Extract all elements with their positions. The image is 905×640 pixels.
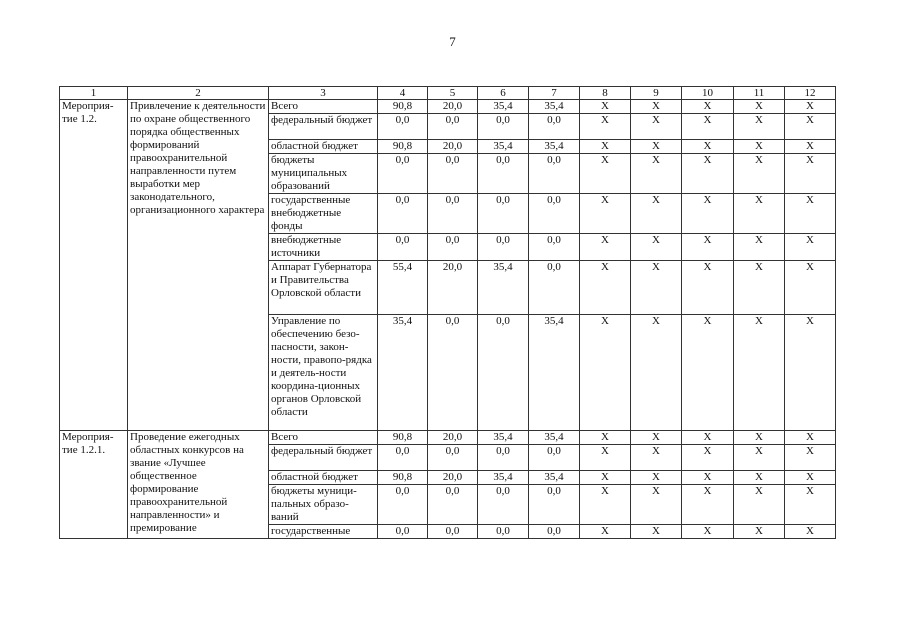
funding-source: областной бюджет bbox=[269, 471, 378, 485]
x-mark-cell: X bbox=[631, 154, 682, 194]
x-mark-cell: X bbox=[631, 315, 682, 431]
x-mark-cell: X bbox=[631, 525, 682, 539]
funding-source: бюджеты муниципальных образований bbox=[269, 154, 378, 194]
x-mark-cell: X bbox=[631, 114, 682, 140]
table-row bbox=[60, 100, 836, 114]
amount-cell: 0,0 bbox=[428, 194, 478, 234]
x-mark-cell: X bbox=[631, 261, 682, 315]
x-mark-cell: X bbox=[734, 154, 785, 194]
x-mark-cell: X bbox=[734, 315, 785, 431]
amount-cell: 20,0 bbox=[428, 431, 478, 445]
x-mark-cell: X bbox=[734, 261, 785, 315]
amount-cell: 55,4 bbox=[378, 261, 428, 315]
column-header-7: 7 bbox=[529, 87, 580, 100]
measure-title: Привлечение к деятельности по охране общественного порядка общественных формирований правоохранительной направленности путем выработки мер законодательного, организационного характера bbox=[128, 100, 269, 431]
amount-cell: 0,0 bbox=[428, 315, 478, 431]
x-mark-cell: X bbox=[631, 431, 682, 445]
x-mark-cell: X bbox=[682, 154, 734, 194]
amount-cell: 0,0 bbox=[478, 234, 529, 261]
amount-cell: 0,0 bbox=[478, 525, 529, 539]
x-mark-cell: X bbox=[631, 445, 682, 471]
page-number: 7 bbox=[449, 34, 456, 49]
x-mark-cell: X bbox=[580, 445, 631, 471]
x-mark-cell: X bbox=[580, 154, 631, 194]
x-mark-cell: X bbox=[682, 114, 734, 140]
x-mark-cell: X bbox=[785, 114, 836, 140]
x-mark-cell: X bbox=[785, 234, 836, 261]
column-header-9: 9 bbox=[631, 87, 682, 100]
amount-cell: 35,4 bbox=[529, 100, 580, 114]
x-mark-cell: X bbox=[734, 525, 785, 539]
x-mark-cell: X bbox=[785, 525, 836, 539]
x-mark-cell: X bbox=[785, 261, 836, 315]
amount-cell: 35,4 bbox=[529, 315, 580, 431]
x-mark-cell: X bbox=[734, 485, 785, 525]
x-mark-cell: X bbox=[682, 485, 734, 525]
amount-cell: 35,4 bbox=[478, 261, 529, 315]
funding-source: федеральный бюджет bbox=[269, 445, 378, 471]
x-mark-cell: X bbox=[580, 100, 631, 114]
x-mark-cell: X bbox=[580, 140, 631, 154]
amount-cell: 0,0 bbox=[378, 445, 428, 471]
amount-cell: 35,4 bbox=[529, 471, 580, 485]
x-mark-cell: X bbox=[631, 471, 682, 485]
amount-cell: 0,0 bbox=[529, 261, 580, 315]
header-row bbox=[60, 87, 836, 100]
amount-cell: 0,0 bbox=[428, 485, 478, 525]
column-header-12: 12 bbox=[785, 87, 836, 100]
x-mark-cell: X bbox=[682, 194, 734, 234]
amount-cell: 0,0 bbox=[529, 234, 580, 261]
column-header-2: 2 bbox=[128, 87, 269, 100]
column-header-6: 6 bbox=[478, 87, 529, 100]
x-mark-cell: X bbox=[734, 194, 785, 234]
x-mark-cell: X bbox=[785, 485, 836, 525]
amount-cell: 0,0 bbox=[529, 194, 580, 234]
amount-cell: 90,8 bbox=[378, 471, 428, 485]
x-mark-cell: X bbox=[682, 261, 734, 315]
x-mark-cell: X bbox=[580, 485, 631, 525]
amount-cell: 35,4 bbox=[478, 100, 529, 114]
x-mark-cell: X bbox=[580, 261, 631, 315]
amount-cell: 20,0 bbox=[428, 471, 478, 485]
amount-cell: 0,0 bbox=[378, 485, 428, 525]
amount-cell: 35,4 bbox=[378, 315, 428, 431]
amount-cell: 0,0 bbox=[378, 114, 428, 140]
amount-cell: 0,0 bbox=[478, 154, 529, 194]
x-mark-cell: X bbox=[631, 485, 682, 525]
x-mark-cell: X bbox=[734, 140, 785, 154]
x-mark-cell: X bbox=[580, 471, 631, 485]
funding-source: государственные bbox=[269, 525, 378, 539]
x-mark-cell: X bbox=[580, 315, 631, 431]
x-mark-cell: X bbox=[734, 234, 785, 261]
amount-cell: 35,4 bbox=[529, 431, 580, 445]
x-mark-cell: X bbox=[785, 431, 836, 445]
amount-cell: 90,8 bbox=[378, 140, 428, 154]
amount-cell: 90,8 bbox=[378, 100, 428, 114]
x-mark-cell: X bbox=[580, 431, 631, 445]
amount-cell: 0,0 bbox=[428, 525, 478, 539]
amount-cell: 0,0 bbox=[478, 315, 529, 431]
amount-cell: 20,0 bbox=[428, 100, 478, 114]
amount-cell: 0,0 bbox=[378, 234, 428, 261]
funding-source: Всего bbox=[269, 100, 378, 114]
x-mark-cell: X bbox=[631, 234, 682, 261]
measure-code: Мероприя- тие 1.2. bbox=[60, 100, 128, 431]
funding-source: Управление по обеспечению безо-пасности, закон-ности, правопо-рядка и деятель-ности координа-ционных органов Орловской области bbox=[269, 315, 378, 431]
amount-cell: 35,4 bbox=[478, 471, 529, 485]
amount-cell: 20,0 bbox=[428, 261, 478, 315]
funding-source: бюджеты муници-пальных образо-ваний bbox=[269, 485, 378, 525]
funding-source: Всего bbox=[269, 431, 378, 445]
x-mark-cell: X bbox=[785, 154, 836, 194]
x-mark-cell: X bbox=[580, 234, 631, 261]
column-header-8: 8 bbox=[580, 87, 631, 100]
x-mark-cell: X bbox=[682, 525, 734, 539]
x-mark-cell: X bbox=[785, 315, 836, 431]
x-mark-cell: X bbox=[682, 315, 734, 431]
x-mark-cell: X bbox=[682, 100, 734, 114]
amount-cell: 0,0 bbox=[428, 234, 478, 261]
amount-cell: 0,0 bbox=[529, 445, 580, 471]
funding-source: федеральный бюджет bbox=[269, 114, 378, 140]
table-body bbox=[60, 87, 836, 539]
x-mark-cell: X bbox=[734, 471, 785, 485]
column-header-3: 3 bbox=[269, 87, 378, 100]
x-mark-cell: X bbox=[682, 140, 734, 154]
measure-code: Мероприя- тие 1.2.1. bbox=[60, 431, 128, 539]
funding-source: внебюджетные источники bbox=[269, 234, 378, 261]
amount-cell: 0,0 bbox=[529, 114, 580, 140]
amount-cell: 0,0 bbox=[378, 194, 428, 234]
x-mark-cell: X bbox=[631, 194, 682, 234]
amount-cell: 20,0 bbox=[428, 140, 478, 154]
amount-cell: 0,0 bbox=[428, 114, 478, 140]
x-mark-cell: X bbox=[785, 471, 836, 485]
amount-cell: 0,0 bbox=[478, 114, 529, 140]
x-mark-cell: X bbox=[682, 431, 734, 445]
x-mark-cell: X bbox=[682, 471, 734, 485]
amount-cell: 0,0 bbox=[478, 194, 529, 234]
x-mark-cell: X bbox=[682, 445, 734, 471]
amount-cell: 35,4 bbox=[478, 140, 529, 154]
amount-cell: 0,0 bbox=[529, 154, 580, 194]
amount-cell: 0,0 bbox=[478, 485, 529, 525]
amount-cell: 0,0 bbox=[428, 154, 478, 194]
x-mark-cell: X bbox=[631, 100, 682, 114]
x-mark-cell: X bbox=[580, 525, 631, 539]
funding-source: государственные внебюджетные фонды bbox=[269, 194, 378, 234]
funding-source: Аппарат Губернатора и Правительства Орловской области bbox=[269, 261, 378, 315]
amount-cell: 0,0 bbox=[478, 445, 529, 471]
funding-source: областной бюджет bbox=[269, 140, 378, 154]
x-mark-cell: X bbox=[785, 140, 836, 154]
x-mark-cell: X bbox=[682, 234, 734, 261]
table-row bbox=[60, 431, 836, 445]
amount-cell: 35,4 bbox=[478, 431, 529, 445]
amount-cell: 90,8 bbox=[378, 431, 428, 445]
x-mark-cell: X bbox=[734, 100, 785, 114]
x-mark-cell: X bbox=[734, 445, 785, 471]
column-header-5: 5 bbox=[428, 87, 478, 100]
amount-cell: 35,4 bbox=[529, 140, 580, 154]
x-mark-cell: X bbox=[734, 114, 785, 140]
x-mark-cell: X bbox=[580, 114, 631, 140]
measure-title: Проведение ежегодных областных конкурсов на звание «Лучшее общественное формирование правоохранительной направленности» и премирование bbox=[128, 431, 269, 539]
amount-cell: 0,0 bbox=[378, 154, 428, 194]
amount-cell: 0,0 bbox=[529, 525, 580, 539]
column-header-1: 1 bbox=[60, 87, 128, 100]
x-mark-cell: X bbox=[580, 194, 631, 234]
amount-cell: 0,0 bbox=[529, 485, 580, 525]
column-header-10: 10 bbox=[682, 87, 734, 100]
column-header-11: 11 bbox=[734, 87, 785, 100]
amount-cell: 0,0 bbox=[428, 445, 478, 471]
x-mark-cell: X bbox=[785, 100, 836, 114]
x-mark-cell: X bbox=[631, 140, 682, 154]
funding-table bbox=[59, 86, 836, 539]
x-mark-cell: X bbox=[785, 194, 836, 234]
x-mark-cell: X bbox=[785, 445, 836, 471]
amount-cell: 0,0 bbox=[378, 525, 428, 539]
column-header-4: 4 bbox=[378, 87, 428, 100]
x-mark-cell: X bbox=[734, 431, 785, 445]
